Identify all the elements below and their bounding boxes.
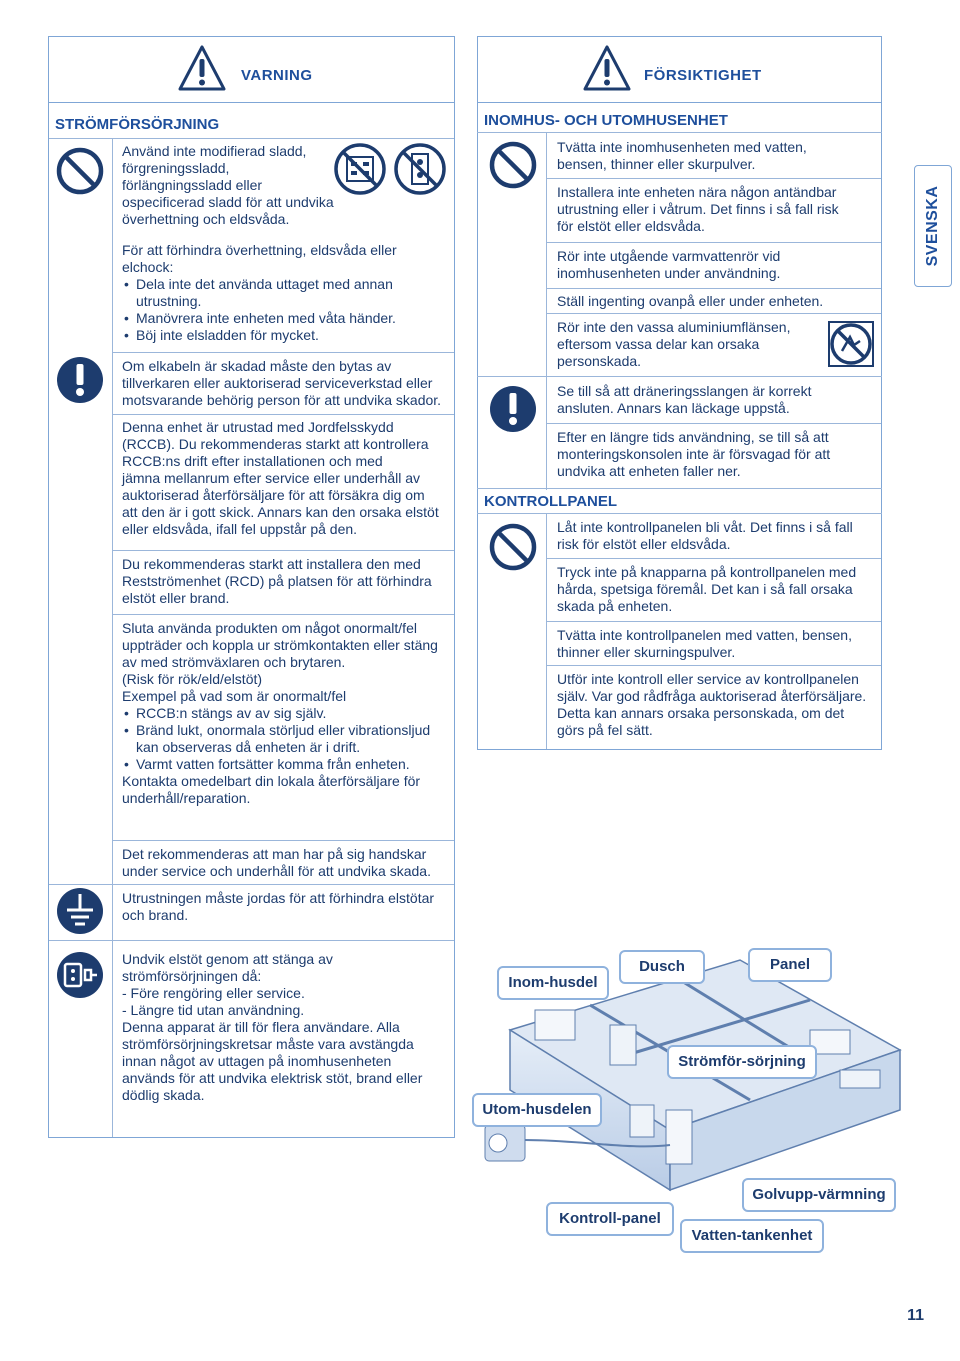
list-item: • Manövrera inte enheten med våta händer.	[122, 310, 397, 327]
earth-ground-icon	[55, 886, 105, 936]
warning-block-8: Utrustningen måste jordas för att förhindra elstötar och brand.	[122, 890, 435, 923]
caution-cp-item-2: Tryck inte på knapparna på kontrollpanelen med hårda, spetsiga föremål. Det kan i så fall orsaka skada på enheten.	[557, 564, 857, 614]
caution-item-6: Se till så att dräneringsslangen är korrekt ansluten. Annars kan läckage uppstå.	[557, 383, 812, 416]
language-tab: SVENSKA	[914, 165, 952, 287]
caution-cp-item-1: Låt inte kontrollpanelen bli våt. Det finns i så fall risk för elstöt eller eldsvåda.	[557, 519, 853, 552]
warning-block-5: Du rekommenderas starkt att installera den med Restströmenhet (RCD) på platsen för att förhindra elstöt eller brand.	[122, 556, 432, 606]
caution-item-2: Installera inte enheten nära någon antändbar utrustning eller i våtrum. Det finns i så fall risk för elstöt eller eldsvåda.	[557, 184, 839, 234]
no-power-strip-icon	[333, 142, 387, 196]
caution-title: FÖRSIKTIGHET	[644, 67, 762, 84]
warning-block-2: För att förhindra överhettning, eldsvåda eller elchock: • Dela inte det använda uttaget med annan utrustning. • Manövrera inte enheten med våta händer. • Böj inte elsladden för mycket.	[122, 242, 397, 344]
warning-block-4: Denna enhet är utrustad med Jordfelsskydd (RCCB). Du rekommenderas starkt att kontrollera RCCB:ns drift efter installationen och med jämna mellanrum efter service eller underhåll av auktoriserad återförsäljare för att försäkra dig om att den är i gott skick. Annars kan den orsaka elstöt eller eldsvåda, ifall fel uppstår på den.	[122, 419, 439, 537]
warning-title: VARNING	[241, 67, 313, 84]
list-item: • Dela inte det använda uttaget med annan utrustning.	[122, 276, 397, 310]
warning-block-6: Sluta använda produkten om något onormalt/fel uppträder och koppla ur strömkontakten eller stäng av med strömväxlaren och brytaren. (Risk för rök/eld/elstöt) Exempel på vad som är onormalt/fel • RCCB:n stängs av av sig själv. • Bränd lukt, onormala störljud eller vibrationsljud kan observeras då enheten är i drift. • Varmt vatten fortsätter komma från enheten. Kontakta omedelbart din lokala återförsäljare för underhåll/reparation.	[122, 620, 438, 807]
warning-header-box	[48, 36, 455, 103]
list-item: • Böj inte elsladden för mycket.	[122, 327, 397, 344]
label-water-tank: Vatten-tankenhet	[680, 1219, 824, 1253]
label-panel: Panel	[748, 948, 832, 982]
page-number: 11	[907, 1307, 924, 1324]
caution-cp-item-4: Utför inte kontroll eller service av kontrollpanelen själv. Var god rådfråga auktoriserad återförsäljare. Detta kan annars orsaka personskada, om det görs på fel sätt.	[557, 671, 867, 738]
warning-triangle-icon	[177, 44, 227, 92]
mandatory-exclamation-icon	[55, 355, 105, 405]
prohibition-icon	[55, 146, 105, 196]
label-power-supply: Strömför-sörjning	[667, 1045, 817, 1079]
caution-item-4: Ställ ingenting ovanpå eller under enheten.	[557, 293, 824, 309]
label-control-panel: Kontroll-panel	[546, 1202, 674, 1236]
warning-block-3: Om elkabeln är skadad måste den bytas av tillverkaren eller auktoriserad serviceverkstad eller motsvarande behörig person för att undvika skador.	[122, 358, 442, 408]
warning-block-7: Det rekommenderas att man har på sig handskar under service och underhåll för att undvika skada.	[122, 846, 431, 879]
label-floor-heating: Golvupp-värmning	[742, 1178, 896, 1212]
prohibition-icon	[488, 140, 538, 190]
caution-item-1: Tvätta inte inomhusenheten med vatten, bensen, thinner eller skurpulver.	[557, 139, 807, 172]
label-indoor-unit: Inom-husdel	[497, 966, 609, 1000]
caution-item-3: Rör inte utgående varmvattenrör vid inomhusenheten under användning.	[557, 248, 781, 281]
label-outdoor-unit: Utom-husdelen	[472, 1093, 602, 1127]
section-control-panel: KONTROLLPANEL	[484, 493, 618, 510]
section-power-supply: STRÖMFÖRSÖRJNING	[55, 116, 220, 133]
list-item: • Bränd lukt, onormala störljud eller vibrationsljud kan observeras då enheten är i drift.	[122, 722, 438, 756]
prohibition-icon	[488, 522, 538, 572]
warning-block-1: Använd inte modifierad sladd, förgreningssladd, förlängningssladd eller ospecificerad sladd för att undvika överhettning och eldsvåda.	[122, 143, 334, 227]
list-item: • Varmt vatten fortsätter komma från enheten.	[122, 756, 438, 773]
list-item: • RCCB:n stängs av av sig själv.	[122, 705, 438, 722]
caution-header-box	[477, 36, 882, 103]
caution-item-7: Efter en längre tids användning, se till så att monteringskonsolen inte är försvagad för att undvika att enheten faller ner.	[557, 429, 831, 479]
section-indoor-outdoor-unit: INOMHUS- OCH UTOMHUSENHET	[484, 112, 728, 129]
unplug-icon	[55, 950, 105, 1000]
mandatory-exclamation-icon	[488, 384, 538, 434]
caution-triangle-icon	[582, 44, 632, 92]
no-touch-fin-icon	[826, 319, 876, 369]
warning-block-9: Undvik elstöt genom att stänga av strömförsörjningen då: - Före rengöring eller service. - Längre tid utan användning. Denna apparat är till för flera användare. Alla strömförsörjningskretsar måste vara avstängda innan något av uttagen på inomhusenheten används för att undvika elektrisk stöt, brand eller dödlig skada.	[122, 951, 423, 1103]
label-shower: Dusch	[619, 950, 705, 984]
caution-cp-item-3: Tvätta inte kontrollpanelen med vatten, bensen, thinner eller skurningspulver.	[557, 627, 852, 660]
no-extension-cord-icon	[393, 142, 447, 196]
caution-item-5: Rör inte den vassa aluminiumflänsen, eftersom vassa delar kan orsaka personskada.	[557, 319, 791, 369]
